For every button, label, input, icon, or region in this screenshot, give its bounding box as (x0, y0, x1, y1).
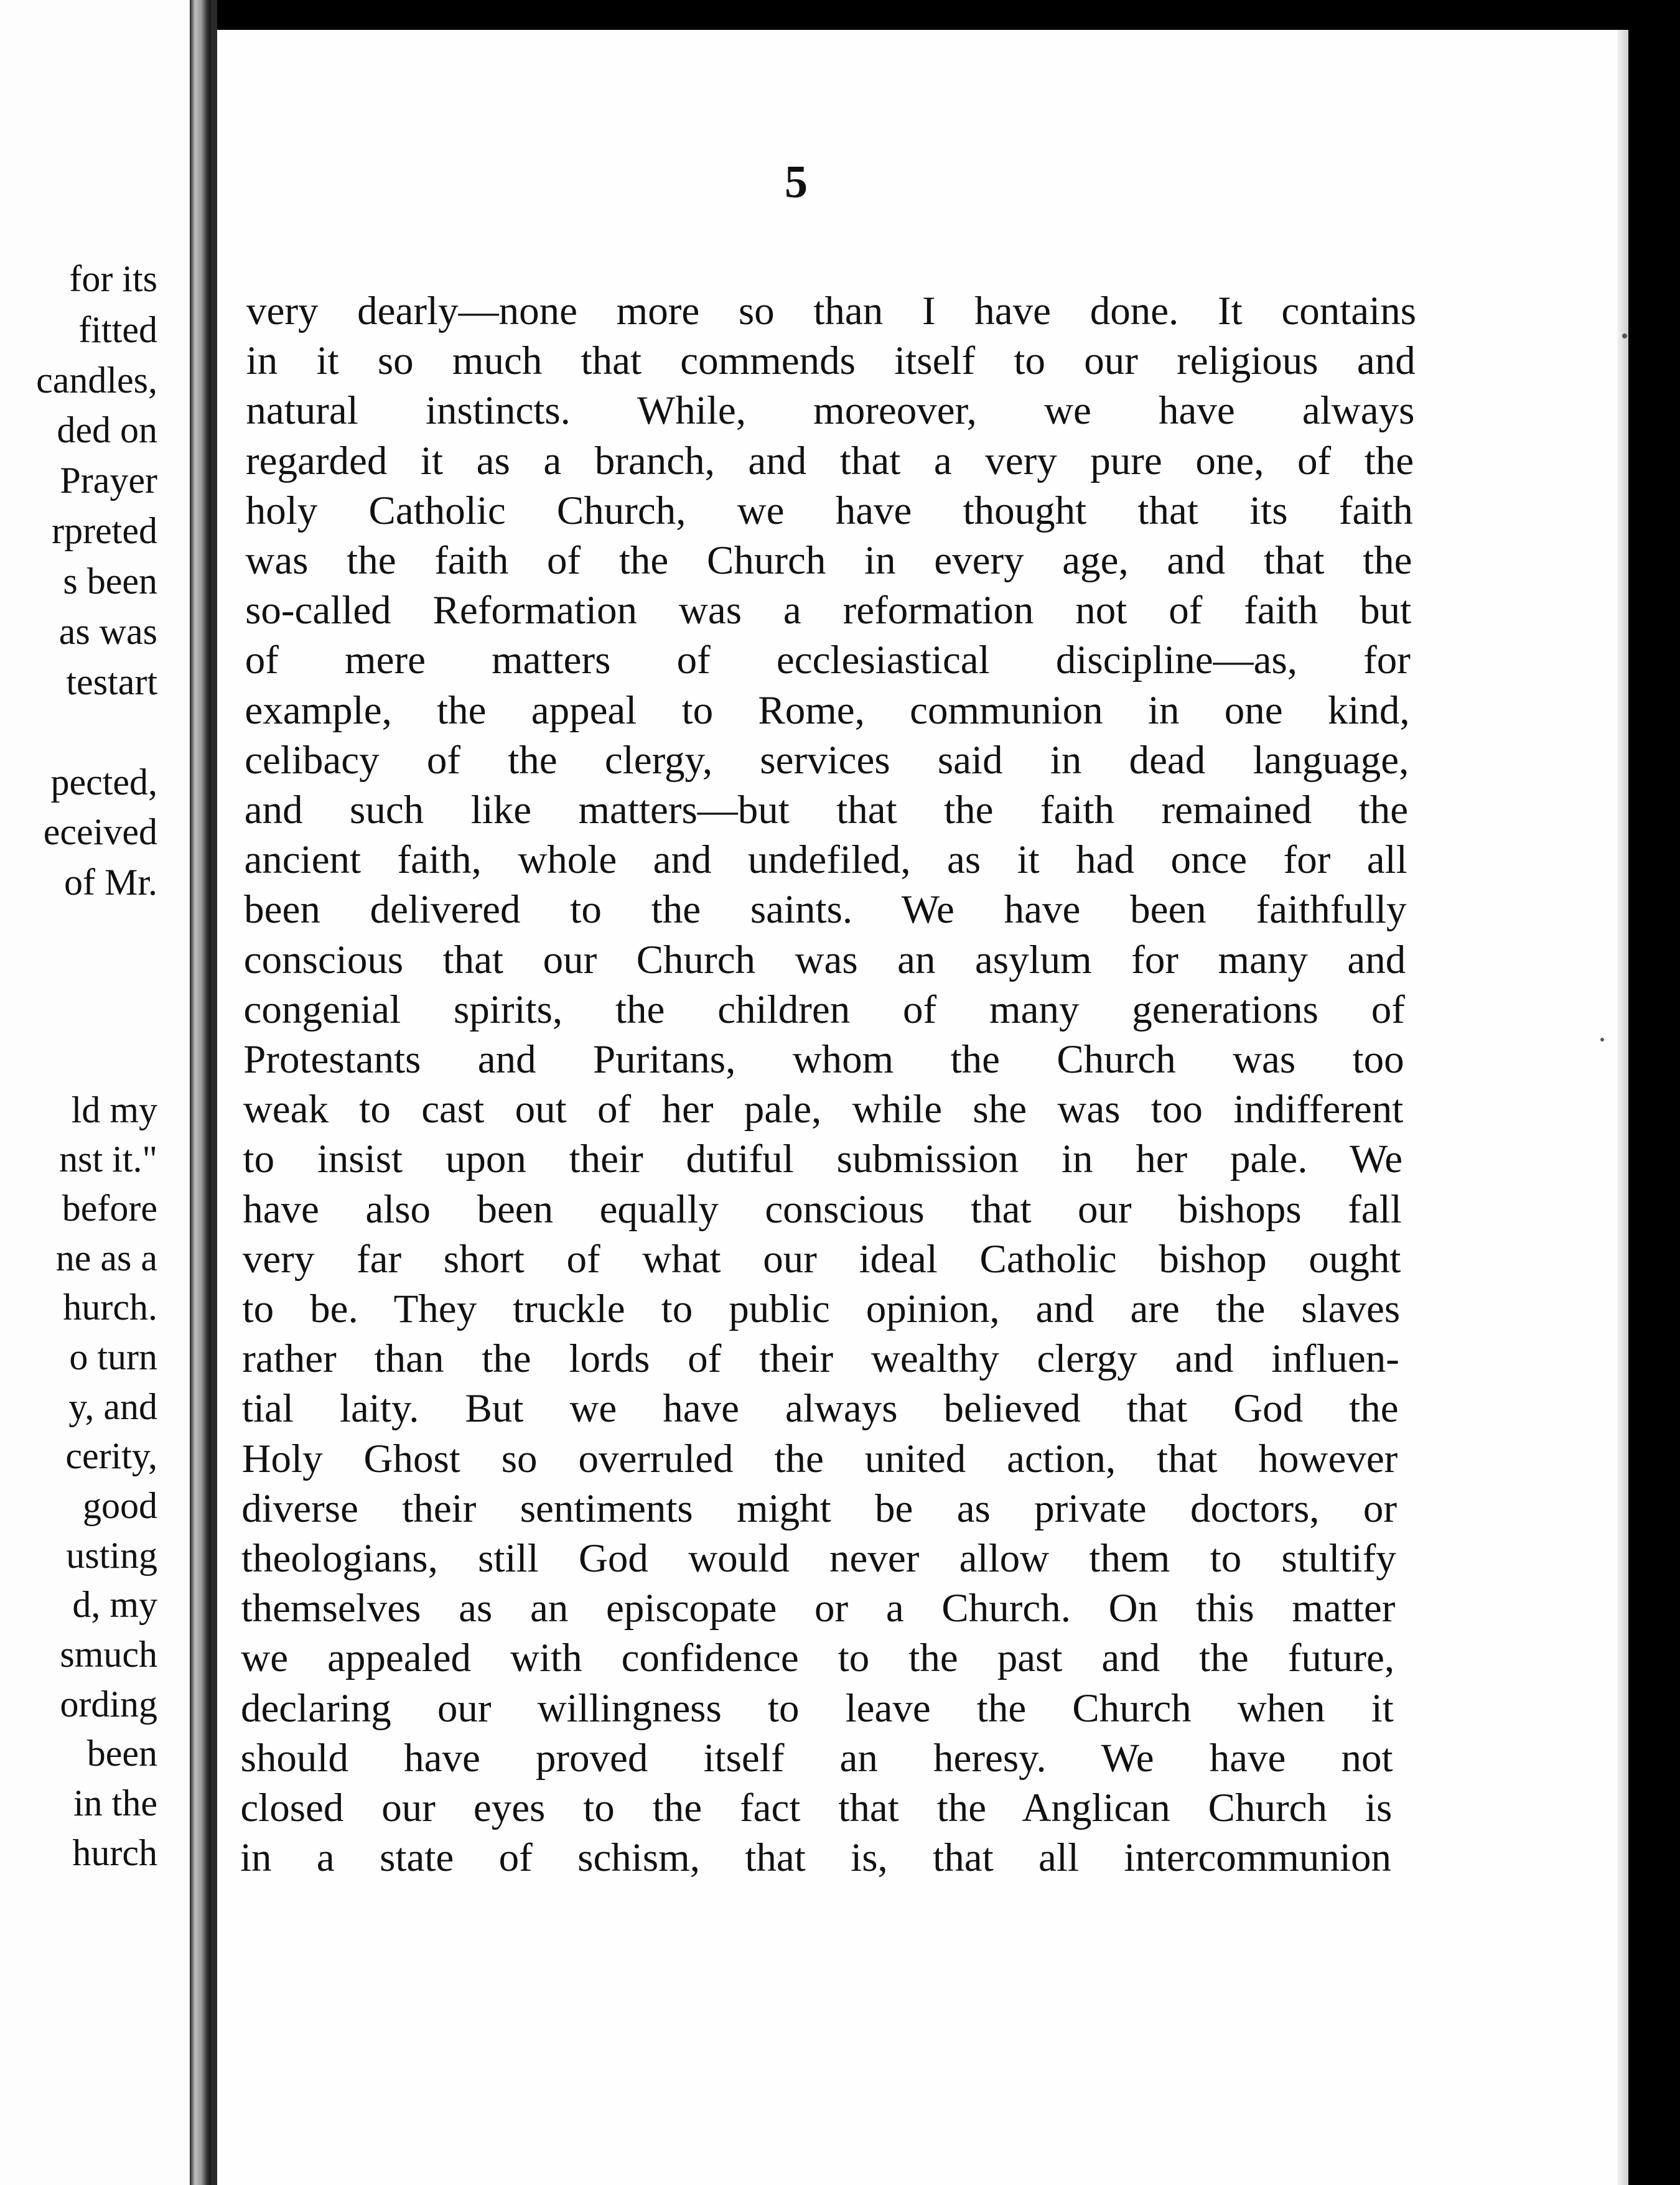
previous-page-line-fragment: hurch (72, 1832, 157, 1873)
body-text-line: regarded it as a branch, and that a very pure one, of the (246, 439, 1414, 483)
body-text-line: of mere matters of ecclesiastical discipline—as, for (245, 638, 1411, 683)
previous-page-line-fragment: pected, (50, 762, 157, 803)
body-text-line: Protestants and Puritans, whom the Church was too (243, 1037, 1404, 1082)
body-text-line: celibacy of the clergy, services said in dead language, (245, 738, 1409, 783)
previous-page-line-fragment: fitted (78, 309, 157, 350)
body-text-line: was the faith of the Church in every age, and that the (245, 538, 1412, 583)
previous-page-line-fragment: hurch. (63, 1287, 157, 1328)
previous-page-line-fragment: usting (66, 1535, 157, 1576)
page-number: 5 (785, 157, 808, 208)
body-text-line: declaring our willingness to leave the Church when it (240, 1686, 1394, 1731)
body-text-line: theologians, still God would never allow them to stultify (241, 1536, 1396, 1581)
body-text-line: and such like matters—but that the faith remained the (244, 788, 1409, 832)
previous-page-line-fragment: in the (73, 1782, 157, 1824)
body-text-line: closed our eyes to the fact that the Anglican Church is (240, 1786, 1393, 1830)
previous-page-line-fragment: smuch (60, 1634, 157, 1675)
previous-page-line-fragment: testart (66, 661, 157, 702)
margin-speck (1600, 1038, 1604, 1041)
previous-page-line-fragment: ne as a (55, 1237, 157, 1279)
body-text-line: in it so much that commends itself to our religious and (246, 338, 1416, 383)
body-text-line: should have proved itself an heresy. We have not (240, 1736, 1393, 1781)
body-text-line: so-called Reformation was a reformation not of faith but (245, 588, 1412, 633)
previous-page-line-fragment: good (83, 1485, 157, 1526)
gutter-shadow (211, 0, 217, 2185)
body-text-line: example, the appeal to Rome, communion in one kind, (245, 688, 1410, 733)
body-text-line: holy Catholic Church, we have thought that its faith (245, 488, 1413, 533)
previous-page-line-fragment: o turn (69, 1336, 157, 1377)
previous-page-line-fragment: ded on (57, 409, 157, 450)
previous-page-line-fragment: ording (60, 1684, 157, 1725)
previous-page-line-fragment: candles, (36, 360, 157, 401)
body-text-line: to insist upon their dutiful submission in her pale. We (243, 1137, 1403, 1181)
previous-page-line-fragment: d, my (72, 1584, 157, 1625)
previous-page-line-fragment: nst it." (59, 1139, 157, 1180)
margin-speck (1622, 333, 1627, 338)
body-text-line: congenial spirits, the children of many generations of (243, 987, 1405, 1032)
body-text-line: tial laity. But we have always believed that God the (241, 1386, 1399, 1431)
previous-page-line-fragment: rpreted (52, 510, 157, 551)
previous-page-line-fragment: for its (69, 258, 157, 299)
previous-page-line-fragment: as was (58, 611, 157, 652)
previous-page-line-fragment: been (86, 1733, 157, 1774)
body-text-line: Holy Ghost so overruled the united action, that however (241, 1437, 1398, 1481)
body-text-line: weak to cast out of her pale, while she was too indifferent (243, 1087, 1404, 1132)
body-text-line: ancient faith, whole and undefiled, as it had once for all (244, 837, 1407, 882)
body-text-line: in a state of schism, that is, that all intercommunion (240, 1835, 1391, 1880)
body-text-line: conscious that our Church was an asylum for many and (243, 938, 1406, 982)
body-text-line: rather than the lords of their wealthy clergy and influen- (242, 1336, 1399, 1381)
body-text-line: diverse their sentiments might be as private doctors, or (241, 1486, 1398, 1531)
previous-page-line-fragment: eceived (43, 811, 157, 852)
body-text-line: very dearly—none more so than I have done. It contains (246, 289, 1416, 333)
book-gutter (190, 0, 211, 2185)
body-text-line: natural instincts. While, moreover, we have always (246, 388, 1415, 433)
body-text-line: have also been equally conscious that our bishops fall (243, 1187, 1402, 1232)
previous-page-fragment (0, 0, 190, 2185)
previous-page-line-fragment: y, and (68, 1386, 157, 1427)
previous-page-line-fragment: cerity, (65, 1435, 157, 1476)
previous-page-line-fragment: before (62, 1188, 157, 1229)
page-edge (1617, 30, 1628, 2185)
body-text-line: to be. They truckle to public opinion, and are the slaves (242, 1287, 1401, 1331)
previous-page-line-fragment: of Mr. (64, 862, 157, 903)
current-page (217, 30, 1628, 2185)
body-text-line: very far short of what our ideal Catholic bishop ought (242, 1237, 1401, 1282)
previous-page-line-fragment: s been (63, 561, 157, 602)
previous-page-line-fragment: Prayer (60, 460, 157, 501)
body-text-line: we appealed with confidence to the past and the future, (241, 1636, 1395, 1680)
body-text-line: themselves as an episcopate or a Church. On this matter (241, 1586, 1396, 1631)
previous-page-line-fragment: ld my (71, 1089, 157, 1130)
body-text-line: been delivered to the saints. We have been faithfully (244, 887, 1407, 932)
